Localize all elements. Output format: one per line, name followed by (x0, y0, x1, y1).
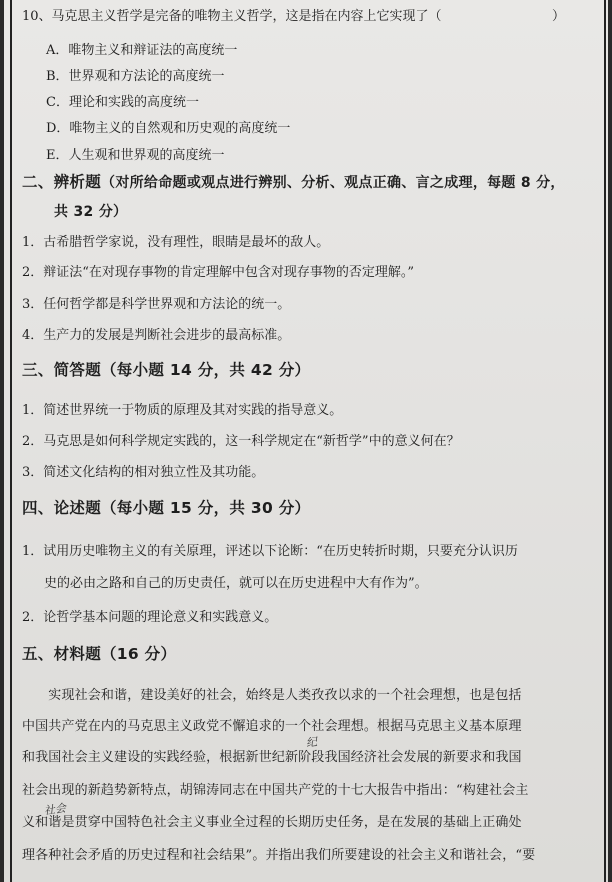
section3-item-1: 1．简述世界统一于物质的原理及其对实践的指导意义。 (22, 403, 343, 418)
section2-item-4: 4．生产力的发展是判断社会进步的最高标准。 (22, 328, 291, 343)
q10-option-e: E．人生观和世界观的高度统一 (46, 148, 225, 163)
material-line-3: 和我国社会主义建设的实践经验，根据新世纪新阶段我国经济社会发展的新要求和我国 (22, 750, 522, 765)
q10-stem: 10、马克思主义哲学是完备的唯物主义哲学，这是指在内容上它实现了（ (22, 9, 442, 24)
q10-option-b: B．世界观和方法论的高度统一 (46, 69, 225, 84)
section3-item-3: 3．简述文化结构的相对独立性及其功能。 (22, 465, 265, 480)
section3-item-2: 2．马克思是如何科学规定实践的，这一科学规定在“新哲学”中的意义何在？ (22, 434, 460, 449)
material-line-5: 义和谐是贯穿中国特色社会主义事业全过程的长期历史任务，是在发展的基础上正确处 (22, 815, 522, 830)
section5-heading: 五、材料题（16 分） (22, 645, 177, 663)
material-line-1: 实现社会和谐，建设美好的社会，始终是人类孜孜以求的一个社会理想，也是包括 (22, 688, 522, 703)
q10-close-paren: ） (552, 9, 566, 24)
section4-item-2: 2．论哲学基本问题的理论意义和实践意义。 (22, 610, 278, 625)
section2-item-3: 3．任何哲学都是科学世界观和方法论的统一。 (22, 297, 291, 312)
q10-option-a: A．唯物主义和辩证法的高度统一 (46, 43, 238, 58)
section2-note-1: （对所给命题或观点进行辨别、分析、观点正确、言之成理，每题 8 分， (101, 175, 565, 191)
handwritten-note-shehui: 社会 (43, 801, 67, 818)
exam-page (4, 0, 608, 882)
section3-heading: 三、简答题（每小题 14 分，共 42 分） (22, 361, 311, 379)
section2-item-2: 2．辩证法“在对现存事物的肯定理解中包含对现存事物的否定理解。” (22, 265, 415, 280)
section4-heading: 四、论述题（每小题 15 分，共 30 分） (22, 499, 311, 517)
section2-item-1: 1．古希腊哲学家说，没有理性，眼睛是最坏的敌人。 (22, 235, 330, 250)
section2-note-2: 共 32 分） (54, 204, 128, 220)
material-line-4: 社会出现的新趋势新特点，胡锦涛同志在中国共产党的十七大报告中指出：“构建社会主 (22, 783, 529, 798)
q10-option-d: D．唯物主义的自然观和历史观的高度统一 (46, 121, 291, 136)
q10-option-c: C．理论和实践的高度统一 (46, 95, 199, 110)
material-line-6: 理各种社会矛盾的历史过程和社会结果”。并指出我们所要建设的社会主义和谐社会，“要 (22, 848, 536, 863)
section2-heading (22, 172, 565, 193)
material-line-2: 中国共产党在内的马克思主义政党不懈追求的一个社会理想。根据马克思主义基本原理 (22, 719, 522, 734)
section4-item-1-line-1: 1．试用历史唯物主义的有关原理，评述以下论断：“在历史转折时期，只要充分认识历 (22, 544, 518, 559)
section2-title: 二、辨析题 (22, 173, 102, 191)
section4-item-1-line-2: 史的必由之路和自己的历史责任，就可以在历史进程中大有作为”。 (44, 576, 428, 591)
handwritten-note-ji: 纪 (305, 735, 318, 750)
